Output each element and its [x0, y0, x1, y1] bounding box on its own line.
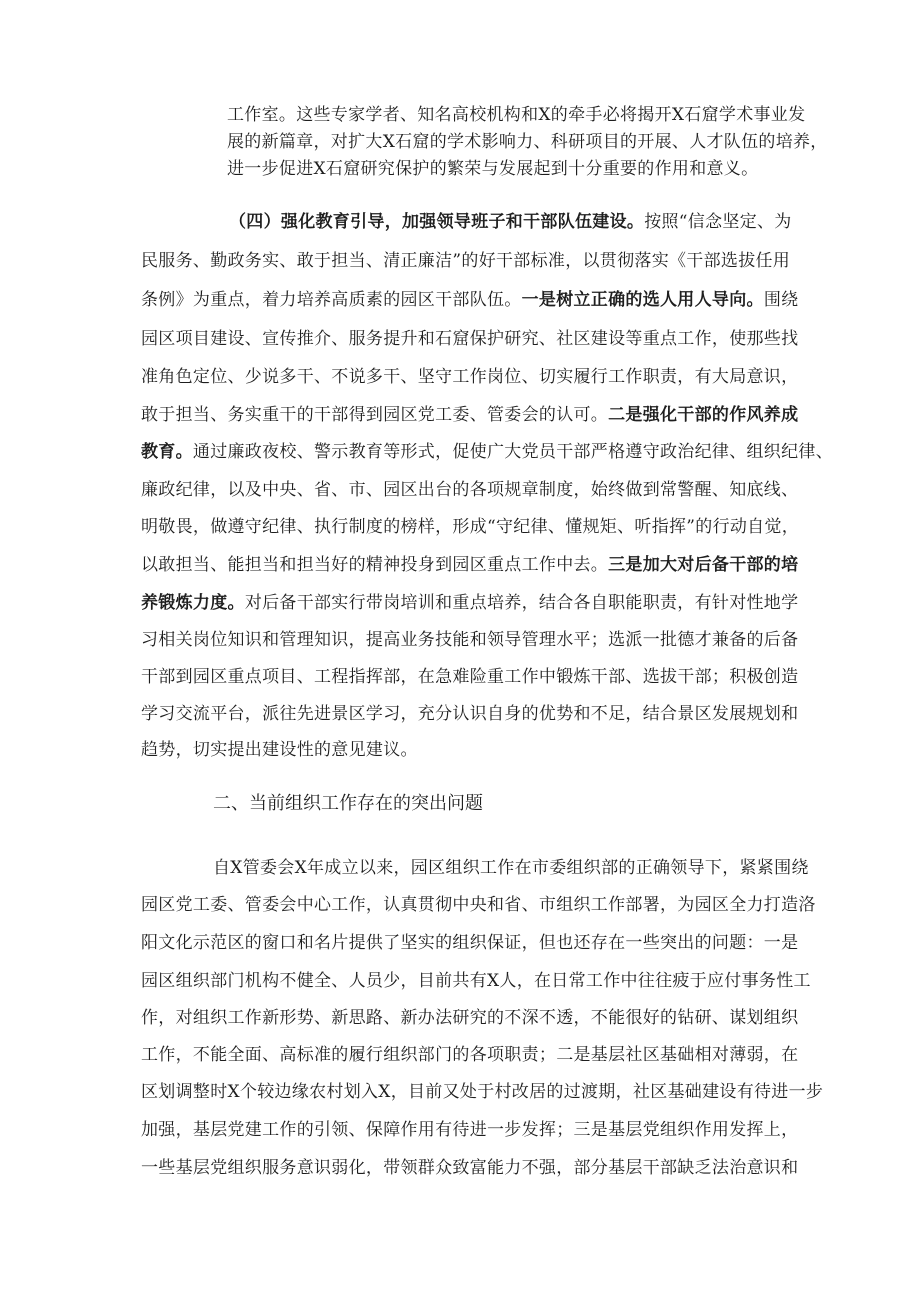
bold-run: 养锻炼力度。: [141, 593, 245, 613]
text-run: 以敢担当、能担当和担当好的精神投身到园区重点工作中去。: [141, 555, 609, 575]
text-line: 趋势，切实提出建设性的意见建议。: [141, 740, 418, 760]
text-line: 自X管委会X年成立以来，园区组织工作在市委组织部的正确领导下，紧紧围绕: [213, 858, 809, 878]
bold-run: 二是强化干部的作风养成: [608, 405, 799, 425]
text-run: 按照“信念坚定、为: [644, 212, 792, 232]
text-line: 一些基层党组织服务意识弱化，带领群众致富能力不强，部分基层干部缺乏法治意识和: [141, 1158, 799, 1178]
text-line: 园区组织部门机构不健全、人员少，目前共有X人，在日常工作中往往疲于应付事务性工: [141, 971, 811, 991]
text-run: 敢于担当、务实重干的干部得到园区党工委、管委会的认可。: [141, 405, 609, 425]
text-line: 准角色定位、少说多干、不说多干、坚守工作岗位、切实履行工作职责，有大局意识，: [141, 367, 799, 387]
text-line: 干部到园区重点项目、工程指挥部，在急难险重工作中锻炼干部、选拔干部；积极创造: [141, 667, 799, 687]
section-two-heading: 二、当前组织工作存在的突出问题: [213, 793, 483, 814]
section-four-title: （四）强化教育引导，加强领导班子和干部队伍建设。: [229, 212, 645, 232]
text-line: 园区党工委、管委会中心工作，认真贯彻中央和省、市组织工作部署，为园区全力打造洛: [141, 895, 816, 915]
text-line: 习相关岗位知识和管理知识，提高业务技能和领导管理水平；选派一批德才兼备的后备: [141, 630, 799, 650]
text-line: 区划调整时X个较边缘农村划入X，目前又处于村改居的过渡期，社区基础建设有待进一步: [141, 1082, 824, 1102]
text-line: 廉政纪律，以及中央、省、市、园区出台的各项规章制度，始终做到常警醒、知底线、: [141, 480, 799, 500]
text-line: 工作，不能全面、高标准的履行组织部门的各项职责；二是基层社区基础相对薄弱，在: [141, 1045, 799, 1065]
bold-run: 一是树立正确的选人用人导向。: [521, 290, 764, 310]
text-run: 条例》为重点，着力培养高质素的园区干部队伍。: [141, 290, 522, 310]
text-run: 通过廉政夜校、警示教育等形式，促使广大党员干部严格遵守政治纪律、组织纪律、: [192, 442, 834, 462]
text-run: 围绕: [763, 290, 799, 310]
text-line: 园区项目建设、宣传推介、服务提升和石窟保护研究、社区建设等重点工作，使那些找: [141, 329, 799, 349]
text-line: 作，对组织工作新形势、新思路、新办法研究的不深不透，不能很好的钻研、谋划组织: [141, 1008, 799, 1028]
text-line: 明敬畏，做遵守纪律、执行制度的榜样，形成“守纪律、懂规矩、听指挥”的行动自觉，: [141, 517, 800, 537]
section-two-paragraph: [141, 0, 824, 1200]
text-run: 对后备干部实行带岗培训和重点培养，结合各自职能职责，有针对性地学: [244, 593, 799, 613]
text-line: 进一步促进X石窟研究保护的繁荣与发展起到十分重要的作用和意义。: [227, 159, 759, 179]
bold-run: 三是加大对后备干部的培: [608, 555, 799, 575]
text-line: 工作室。这些专家学者、知名高校机构和X的牵手必将揭开X石窟学术事业发: [227, 105, 806, 125]
text-line: 阳文化示范区的窗口和名片提供了坚实的组织保证，但也还存在一些突出的问题：一是: [141, 933, 799, 953]
text-line: 展的新篇章，对扩大X石窟的学术影响力、科研项目的开展、人才队伍的培养，: [227, 132, 828, 152]
text-line: 加强，基层党建工作的引领、保障作用有待进一步发挥；三是基层党组织作用发挥上，: [141, 1120, 799, 1140]
text-line: 学习交流平台，派往先进景区学习，充分认识自身的优势和不足，结合景区发展规划和: [141, 704, 799, 724]
text-line: 民服务、勤政务实、敢于担当、清正廉洁”的好干部标准，以贯彻落实《干部选拔任用: [141, 251, 791, 271]
bold-run: 教育。: [141, 442, 193, 462]
